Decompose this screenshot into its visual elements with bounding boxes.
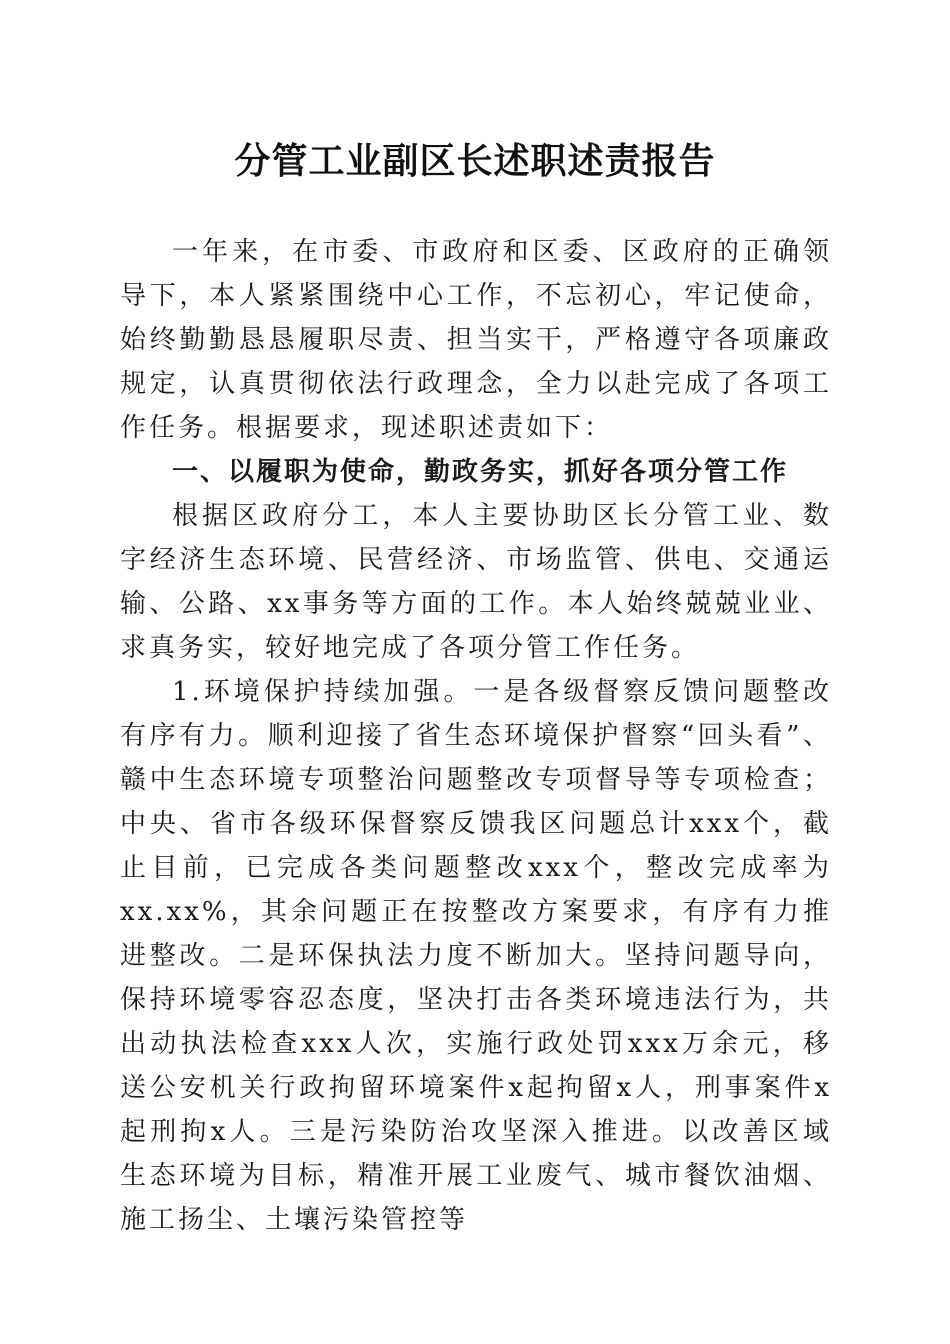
intro-paragraph: 一年来，在市委、市政府和区委、区政府的正确领导下，本人紧紧围绕中心工作，不忘初心，牢记使命，始终勤勤恳恳履职尽责、担当实干，严格遵守各项廉政规定，认真贯彻依法行政理念，全力以赴完成了各项工作任务。根据要求，现述职述责如下： [120,237,832,443]
document-title: 分管工业副区长述职述责报告 [234,140,716,182]
section-paragraph: 根据区政府分工，本人主要协助区长分管工业、数字经济生态环境、民营经济、市场监管、供电、交通运输、公路、xx事务等方面的工作。本人始终兢兢业业、求真务实，较好地完成了各项分管工作任务。 [120,501,832,663]
item-paragraph: 1.环境保护持续加强。一是各级督察反馈问题整改有序有力。顺利迎接了省生态环境保护督察“回头看”、赣中生态环境专项整治问题整改专项督导等专项检查；中央、省市各级环保督察反馈我区问题总计xxx个，截止目前，已完成各类问题整改xxx个，整改完成率为xx.xx%，其余问题正在按整改方案要求，有序有力推进整改。二是环保执法力度不断加大。坚持问题导向，保持环境零容忍态度，坚决打击各类环境违法行为，共出动执法检查xxx人次，实施行政处罚xxx万余元，移送公安机关行政拘留环境案件x起拘留x人，刑事案件x起刑拘x人。三是污染防治攻坚深入推进。以改善区域生态环境为目标，精准开展工业废气、城市餐饮油烟、施工扬尘、土壤污染管控等 [120,677,832,1235]
document-body [120,230,832,1242]
section-heading: 一、以履职为使命，勤政务实，抓好各项分管工作 [172,457,789,487]
